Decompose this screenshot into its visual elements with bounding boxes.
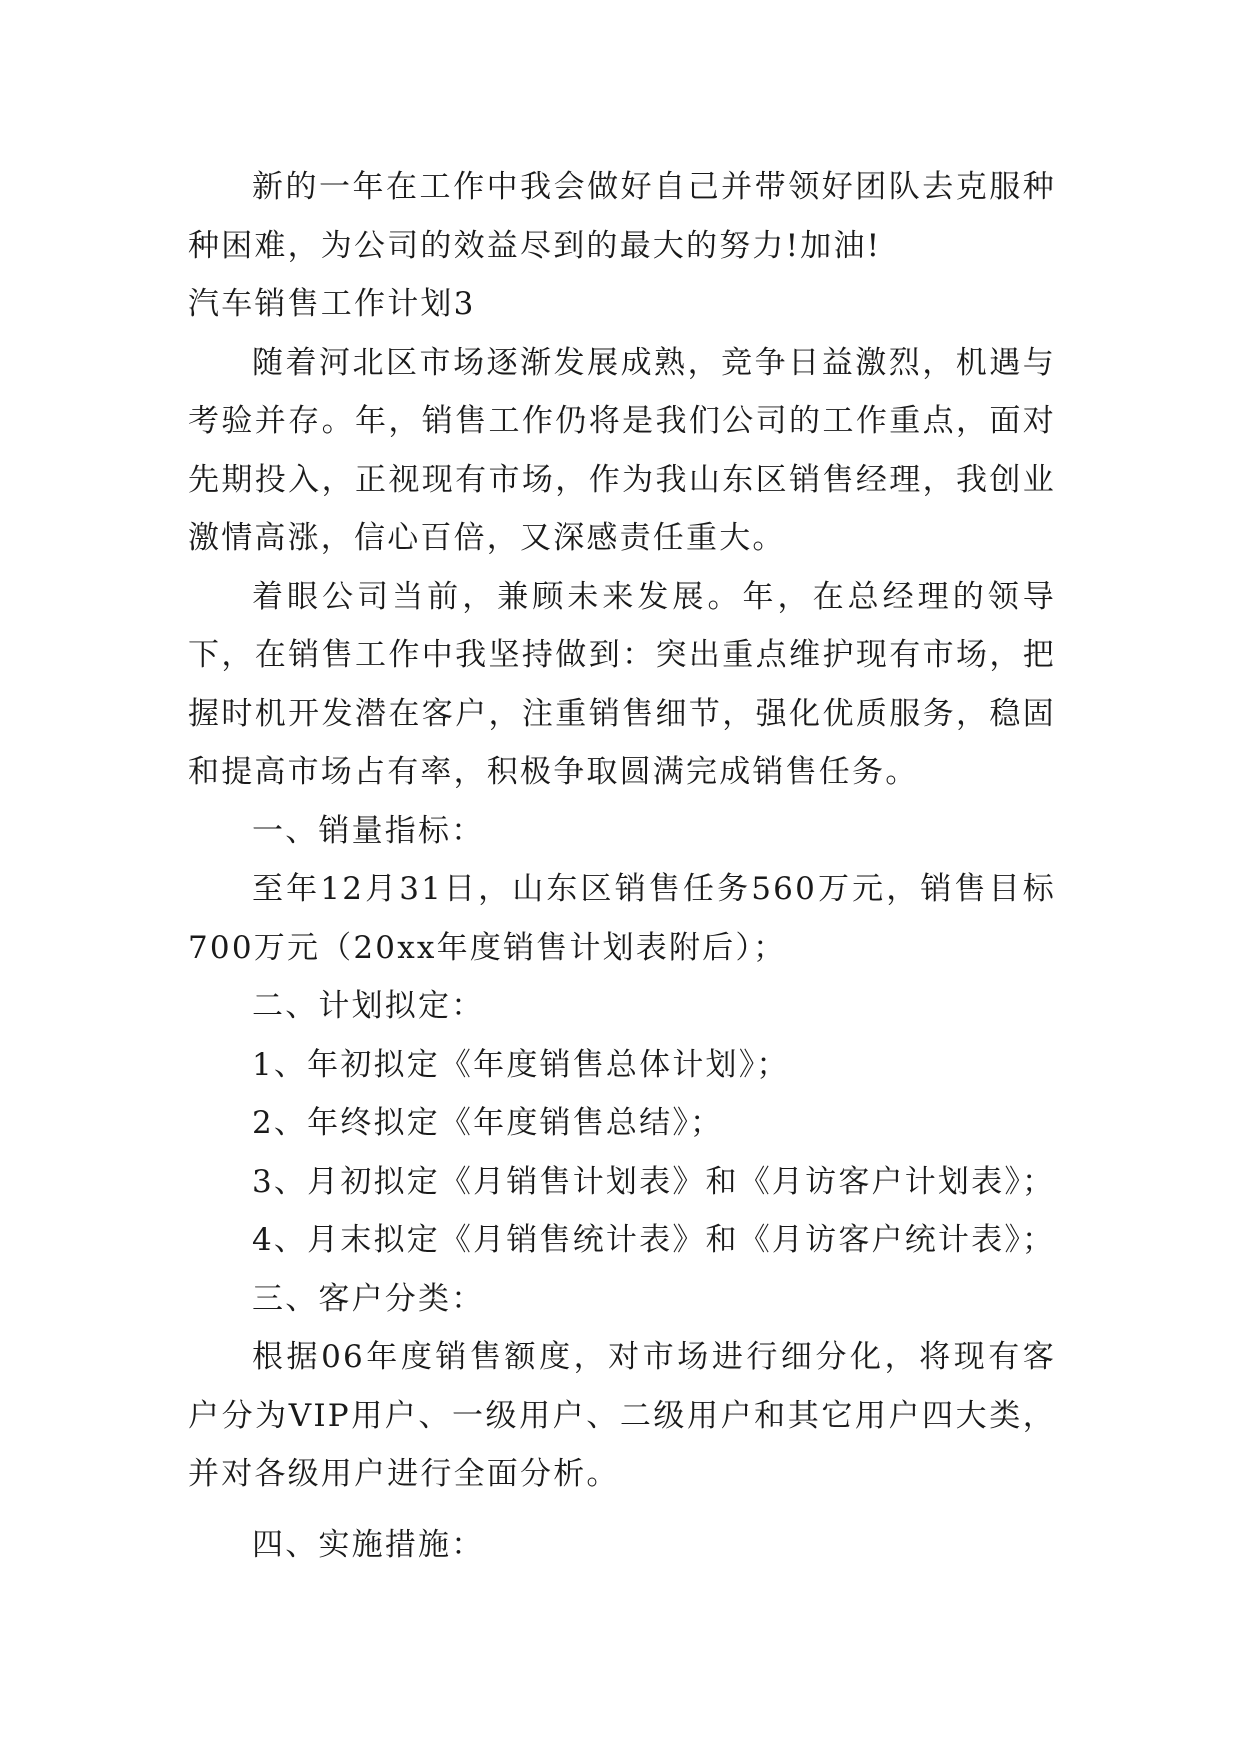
- paragraph-customer-classification: 根据06年度销售额度，对市场进行细分化，将现有客户分为VIP用户、一级用户、二级用户和其它用户四大类，并对各级用户进行全面分析。: [188, 1339, 1056, 1492]
- paragraph-focus: 着眼公司当前，兼顾未来发展。年，在总经理的领导下，在销售工作中我坚持做到：突出重点维护现有市场，把握时机开发潜在客户，注重销售细节，强化优质服务，稳固和提高市场占有率，积极争取圆满完成销售任务。: [188, 578, 1056, 790]
- document-body: [188, 158, 1056, 1574]
- paragraph-sales-target: 至年12月31日，山东区销售任务560万元，销售目标700万元（20xx年度销售计划表附后）；: [188, 871, 1056, 966]
- paragraph-intro: 随着河北区市场逐渐发展成熟，竞争日益激烈，机遇与考验并存。年，销售工作仍将是我们公司的工作重点，面对先期投入，正视现有市场，作为我山东区销售经理，我创业激情高涨，信心百倍，又深感责任重大。: [188, 344, 1056, 556]
- heading-plan: 二、计划拟定：: [252, 988, 485, 1024]
- list-item-plan-4: 4、月末拟定《月销售统计表》和《月访客户统计表》；: [252, 1222, 1056, 1258]
- heading-measures: 四、实施措施：: [252, 1526, 485, 1563]
- paragraph-closing: 新的一年在工作中我会做好自己并带领好团队去克服种种困难，为公司的效益尽到的最大的努力!加油!: [188, 169, 1056, 264]
- list-item-plan-2: 2、年终拟定《年度销售总结》；: [252, 1105, 724, 1141]
- heading-customer-classification: 三、客户分类：: [252, 1280, 485, 1317]
- section-title: 汽车销售工作计划3: [188, 286, 476, 322]
- list-item-plan-1: 1、年初拟定《年度销售总体计划》；: [252, 1046, 790, 1083]
- heading-sales-target: 一、销量指标：: [252, 812, 485, 849]
- list-item-plan-3: 3、月初拟定《月销售计划表》和《月访客户计划表》；: [252, 1163, 1056, 1200]
